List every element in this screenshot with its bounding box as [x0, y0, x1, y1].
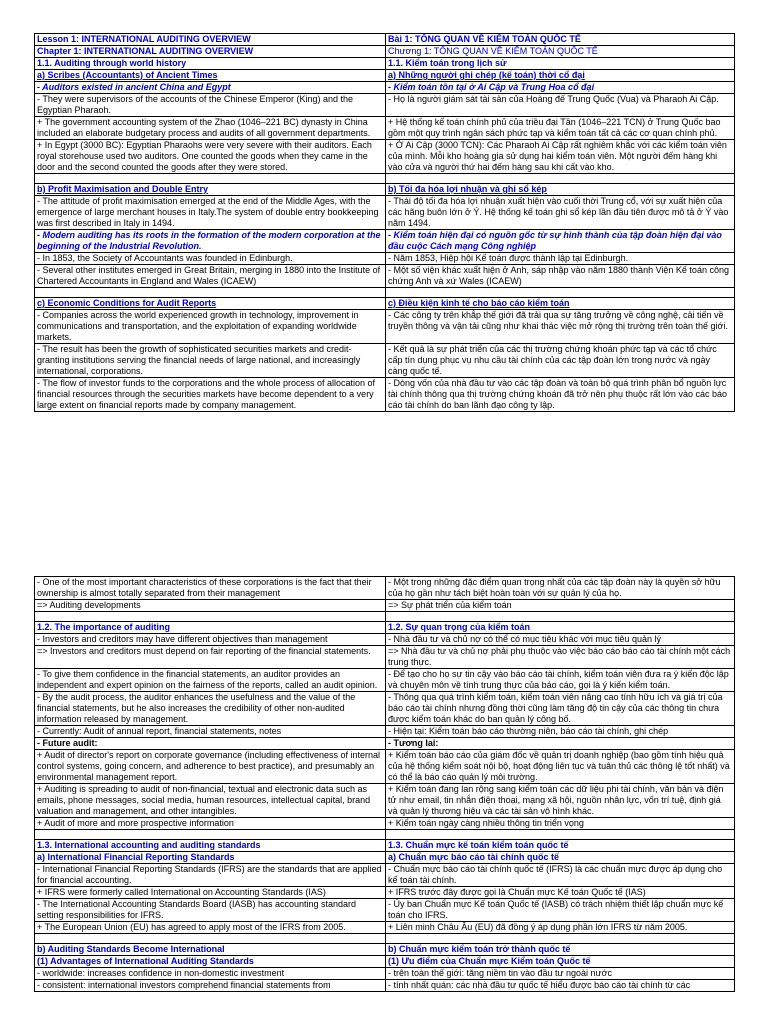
- table-row: [35, 600, 735, 612]
- table-row: [35, 117, 735, 140]
- table-row: [35, 288, 735, 298]
- english-cell: b) Auditing Standards Become International: [35, 944, 386, 956]
- table-row: [35, 58, 735, 70]
- english-cell: + The government accounting system of the Zhao (1046–221 BC) dynasty in China included an elaborate budgetary process and audits of all government departments.: [35, 117, 386, 140]
- english-cell: [35, 612, 386, 622]
- lesson-title-row: [35, 34, 735, 46]
- vietnamese-cell: - Một trong những đặc điểm quan trọng nhất của các tập đoàn này là quyền sở hữu của họ gần như tách biệt hoàn toàn với sự quản lý của họ.: [386, 577, 735, 600]
- english-cell: - International Financial Reporting Standards (IFRS) are the standards that are applied for financial accounting.: [35, 864, 386, 887]
- table-row: [35, 944, 735, 956]
- table-row: [35, 934, 735, 944]
- table-row: [35, 692, 735, 726]
- table-row: [35, 887, 735, 899]
- vietnamese-cell: - Họ là người giám sát tài sản của Hoàng đế Trung Quốc (Vua) và Pharaoh Ai Cập.: [386, 94, 735, 117]
- english-cell: - To give them confidence in the financial statements, an auditor provides an independent and expert opinion on the fairness of the reports, called an audit opinion.: [35, 669, 386, 692]
- table-row: [35, 646, 735, 669]
- vietnamese-cell: c) Điều kiện kinh tế cho báo cáo kiểm toán: [386, 298, 735, 310]
- table-row: [35, 344, 735, 378]
- vietnamese-cell: [386, 288, 735, 298]
- table-row: [35, 612, 735, 622]
- english-cell: a) International Financial Reporting Standards: [35, 852, 386, 864]
- vietnamese-cell: - Dòng vốn của nhà đầu tư vào các tập đoàn và toàn bộ quá trình phân bổ nguồn lực tài chính thông qua thị trường chứng khoán đã trở nên phụ thuộc rất lớn vào các báo cáo tài chính do ban lãnh đạo công ty lập.: [386, 378, 735, 412]
- vietnamese-cell: + IFRS trước đây được gọi là Chuẩn mực Kế toán Quốc tế (IAS): [386, 887, 735, 899]
- table-row: [35, 980, 735, 992]
- vietnamese-cell: + Kiểm toán ngày càng nhiều thông tin triển vọng: [386, 818, 735, 830]
- vietnamese-cell: 1.3. Chuẩn mực kế toán kiểm toán quốc tế: [386, 840, 735, 852]
- vietnamese-cell: + Kiểm toán báo cáo của giám đốc về quản trị doanh nghiệp (bao gồm tính hiệu quả của hệ thống kiểm soát nội bộ, hoạt động liên tục và tuân thủ các thông lệ tốt nhất) và có thể là báo cáo quản lý môi trường.: [386, 750, 735, 784]
- english-cell: - Modern auditing has its roots in the formation of the modern corporation at the beginning of the Industrial Revolution.: [35, 230, 386, 253]
- vietnamese-cell: [386, 830, 735, 840]
- vietnamese-cell: - trên toàn thế giới: tăng niềm tin vào đầu tư ngoài nước: [386, 968, 735, 980]
- english-cell: a) Scribes (Accountants) of Ancient Times: [35, 70, 386, 82]
- vietnamese-cell: a) Chuẩn mực báo cáo tài chính quốc tế: [386, 852, 735, 864]
- english-cell: - worldwide: increases confidence in non-domestic investment: [35, 968, 386, 980]
- table-row: [35, 726, 735, 738]
- vietnamese-cell: b) Chuẩn mực kiểm toán trở thành quốc tế: [386, 944, 735, 956]
- table-row: [35, 956, 735, 968]
- vietnamese-cell: - Chuẩn mực báo cáo tài chính quốc tế (IFRS) là các chuẩn mực được áp dụng cho kế toán tài chính.: [386, 864, 735, 887]
- vietnamese-cell: - Kết quả là sự phát triển của các thị trường chứng khoán phức tạp và các tổ chức cấp tín dụng phục vụ nhu cầu tài chính của các tập đoàn lớn trong nước và ngày càng quốc tế.: [386, 344, 735, 378]
- vietnamese-cell: => Nhà đầu tư và chủ nợ phải phụ thuộc vào việc báo cáo báo cáo tài chính một cách trung thực.: [386, 646, 735, 669]
- english-cell: - The International Accounting Standards Board (IASB) has accounting standard setting responsibilities for IFRS.: [35, 899, 386, 922]
- vietnamese-cell: 1.2. Sự quan trọng của kiểm toán: [386, 622, 735, 634]
- vietnamese-cell: - Kiểm toán tồn tại ở Ai Cập và Trung Hoa cổ đại: [386, 82, 735, 94]
- table-row: [35, 253, 735, 265]
- vietnamese-cell: + Ở Ai Cập (3000 TCN): Các Pharaoh Ai Cập rất nghiêm khắc với các kiểm toán viên của mình. Mỗi kho hoàng gia sử dụng hai kiểm toán viên. Một người đếm hàng khi vào cửa và người thứ hai đếm hàng sau khi cất vào kho.: [386, 140, 735, 174]
- vietnamese-cell: [386, 934, 735, 944]
- vietnamese-cell: - Thái độ tối đa hóa lợi nhuận xuất hiện vào cuối thời Trung cổ, với sự xuất hiện của các hãng buôn lớn ở Ý. Hệ thống kế toán ghi sổ kép lần đầu tiên được mô tả ở Ý vào năm 1494.: [386, 196, 735, 230]
- vietnamese-cell: b) Tối đa hóa lợi nhuận và ghi sổ kép: [386, 184, 735, 196]
- vietnamese-cell: - Tương lai:: [386, 738, 735, 750]
- table-row: [35, 230, 735, 253]
- vietnamese-cell: - Hiện tại: Kiểm toán báo cáo thường niên, báo cáo tài chính, ghi chép: [386, 726, 735, 738]
- english-cell: - Several other institutes emerged in Great Britain, merging in 1880 into the Institute of Chartered Accountants in England and Wales (ICAEW): [35, 265, 386, 288]
- bilingual-table-2: [34, 576, 735, 992]
- table-row: [35, 634, 735, 646]
- vietnamese-cell: - Thông qua quá trình kiểm toán, kiểm toán viên nâng cao tính hữu ích và giá trị của báo cáo tài chính nhưng đồng thời cũng làm tăng độ tin cậy của các thông tin chưa được kiểm toán khác do ban quản lý công bố.: [386, 692, 735, 726]
- vietnamese-cell: a) Những người ghi chép (kế toán) thời cổ đại: [386, 70, 735, 82]
- table-row: [35, 298, 735, 310]
- table-row: [35, 174, 735, 184]
- english-cell: (1) Advantages of International Auditing Standards: [35, 956, 386, 968]
- english-cell: - The flow of investor funds to the corporations and the whole process of allocation of financial resources through the securities markets have become dependent to a very large extent on financial reports made by company management.: [35, 378, 386, 412]
- table-row: [35, 577, 735, 600]
- table-row: [35, 818, 735, 830]
- vietnamese-cell: - Ủy ban Chuẩn mực Kế toán Quốc tế (IASB) có trách nhiệm thiết lập chuẩn mực kế toán cho IFRS.: [386, 899, 735, 922]
- vietnamese-cell: - Nhà đầu tư và chủ nợ có thể có mục tiêu khác với mục tiêu quản lý: [386, 634, 735, 646]
- chapter-title-en: Chapter 1: INTERNATIONAL AUDITING OVERVIEW: [35, 46, 386, 58]
- english-cell: + Auditing is spreading to audit of non-financial, textual and electronic data such as emails, phone messages, social media, human resources, intellectual capital, brand valuation and management, and other intangibles.: [35, 784, 386, 818]
- english-cell: - Currently: Audit of annual report, financial statements, notes: [35, 726, 386, 738]
- table-row: [35, 750, 735, 784]
- table-row: [35, 622, 735, 634]
- vietnamese-cell: - Các công ty trên khắp thế giới đã trải qua sự tăng trưởng về công nghệ, cải tiến về truyền thông và vận tải cũng như khai thác việc mở rộng thị trường trên toàn thế giới.: [386, 310, 735, 344]
- english-cell: - consistent: international investors comprehend financial statements from: [35, 980, 386, 992]
- english-cell: + In Egypt (3000 BC): Egyptian Pharaohs were very severe with their auditors. Each royal storehouse used two auditors. One counted the goods when they came in the door and the second counted the goods after they were stored.: [35, 140, 386, 174]
- table-row: [35, 94, 735, 117]
- vietnamese-cell: [386, 612, 735, 622]
- english-cell: [35, 174, 386, 184]
- table-row: [35, 140, 735, 174]
- english-cell: [35, 830, 386, 840]
- english-cell: + Audit of more and more prospective information: [35, 818, 386, 830]
- table-row: [35, 378, 735, 412]
- english-cell: => Auditing developments: [35, 600, 386, 612]
- english-cell: + The European Union (EU) has agreed to apply most of the IFRS from 2005.: [35, 922, 386, 934]
- table-row: [35, 899, 735, 922]
- vietnamese-cell: - Năm 1853, Hiệp hội Kế toán được thành lập tại Edinburgh.: [386, 253, 735, 265]
- vietnamese-cell: => Sự phát triển của kiểm toán: [386, 600, 735, 612]
- vietnamese-cell: - Kiểm toán hiện đại có nguồn gốc từ sự hình thành của tập đoàn hiện đại vào đầu cuộc Cách mạng Công nghiệp: [386, 230, 735, 253]
- english-cell: - By the audit process, the auditor enhances the usefulness and the value of the financial statements, but he also increases the credibility of other non-audited information released by management.: [35, 692, 386, 726]
- table-row: [35, 784, 735, 818]
- table-row: [35, 864, 735, 887]
- lesson-title-en: Lesson 1: INTERNATIONAL AUDITING OVERVIEW: [35, 34, 386, 46]
- english-cell: - Auditors existed in ancient China and Egypt: [35, 82, 386, 94]
- table-row: [35, 738, 735, 750]
- table-row: [35, 968, 735, 980]
- chapter-title-row: [35, 46, 735, 58]
- english-cell: - The result has been the growth of sophisticated securities markets and credit-granting institutions serving the financial needs of large national, and increasingly international, corporations.: [35, 344, 386, 378]
- english-cell: b) Profit Maximisation and Double Entry: [35, 184, 386, 196]
- english-cell: - In 1853, the Society of Accountants was founded in Edinburgh.: [35, 253, 386, 265]
- english-cell: 1.1. Auditing through world history: [35, 58, 386, 70]
- english-cell: => Investors and creditors must depend on fair reporting of the financial statements.: [35, 646, 386, 669]
- english-cell: - One of the most important characteristics of these corporations is the fact that their ownership is almost totally separated from their management: [35, 577, 386, 600]
- english-cell: - They were supervisors of the accounts of the Chinese Emperor (King) and the Egyptian Pharaoh.: [35, 94, 386, 117]
- table-row: [35, 840, 735, 852]
- english-cell: + IFRS were formerly called International on Accounting Standards (IAS): [35, 887, 386, 899]
- table-row: [35, 196, 735, 230]
- table-row: [35, 82, 735, 94]
- english-cell: - Future audit:: [35, 738, 386, 750]
- english-cell: + Audit of director's report on corporate governance (including effectiveness of internal control systems, going concern, and adherence to best practice), and presumably an environmental management report.: [35, 750, 386, 784]
- table-row: [35, 310, 735, 344]
- english-cell: - The attitude of profit maximisation emerged at the end of the Middle Ages, with the emergence of large merchant houses in Italy.The system of double entry bookkeeping was first described in Italy in 1494.: [35, 196, 386, 230]
- table-row: [35, 922, 735, 934]
- english-cell: 1.2. The importance of auditing: [35, 622, 386, 634]
- english-cell: - Investors and creditors may have different objectives than management: [35, 634, 386, 646]
- vietnamese-cell: + Hệ thống kế toán chính phủ của triều đại Tần (1046–221 TCN) ở Trung Quốc bao gồm một quy trình ngân sách phức tạp và kiểm toán tất cả các cơ quan chính phủ.: [386, 117, 735, 140]
- table-row: [35, 669, 735, 692]
- english-cell: - Companies across the world experienced growth in technology, improvement in communications and transportation, and the exploitation of expanding worldwide markets.: [35, 310, 386, 344]
- vietnamese-cell: (1) Ưu điểm của Chuẩn mực Kiểm toán Quốc tế: [386, 956, 735, 968]
- table-row: [35, 184, 735, 196]
- english-cell: [35, 934, 386, 944]
- chapter-title-vi: Chương 1: TỔNG QUAN VỀ KIỂM TOÁN QUỐC TẾ: [386, 46, 735, 58]
- english-cell: 1.3. International accounting and auditing standards: [35, 840, 386, 852]
- english-cell: [35, 288, 386, 298]
- vietnamese-cell: [386, 174, 735, 184]
- bilingual-table-1: [34, 33, 735, 412]
- vietnamese-cell: + Kiểm toán đang lan rộng sang kiểm toán các dữ liệu phi tài chính, văn bản và điện tử như email, tin nhắn điện thoại, mạng xã hội, nguồn nhân lực, vốn trí tuệ, định giá và quản lý thương hiệu và các tài sản vô hình khác.: [386, 784, 735, 818]
- vietnamese-cell: - Một số viện khác xuất hiện ở Anh, sáp nhập vào năm 1880 thành Viện Kế toán công chứng Anh và xứ Wales (ICAEW): [386, 265, 735, 288]
- vietnamese-cell: 1.1. Kiểm toán trong lịch sử: [386, 58, 735, 70]
- table-row: [35, 830, 735, 840]
- table-row: [35, 265, 735, 288]
- vietnamese-cell: + Liên minh Châu Âu (EU) đã đồng ý áp dụng phần lớn IFRS từ năm 2005.: [386, 922, 735, 934]
- table-row: [35, 852, 735, 864]
- table-row: [35, 70, 735, 82]
- vietnamese-cell: - tính nhất quán: các nhà đầu tư quốc tế hiểu được báo cáo tài chính từ các: [386, 980, 735, 992]
- vietnamese-cell: - Để tạo cho họ sự tin cậy vào báo cáo tài chính, kiểm toán viên đưa ra ý kiến độc lập và chuyên môn về tính trung thực của báo cáo, gọi là ý kiến kiểm toán.: [386, 669, 735, 692]
- lesson-title-vi: Bài 1: TỔNG QUAN VỀ KIỂM TOÁN QUỐC TẾ: [386, 34, 735, 46]
- english-cell: c) Economic Conditions for Audit Reports: [35, 298, 386, 310]
